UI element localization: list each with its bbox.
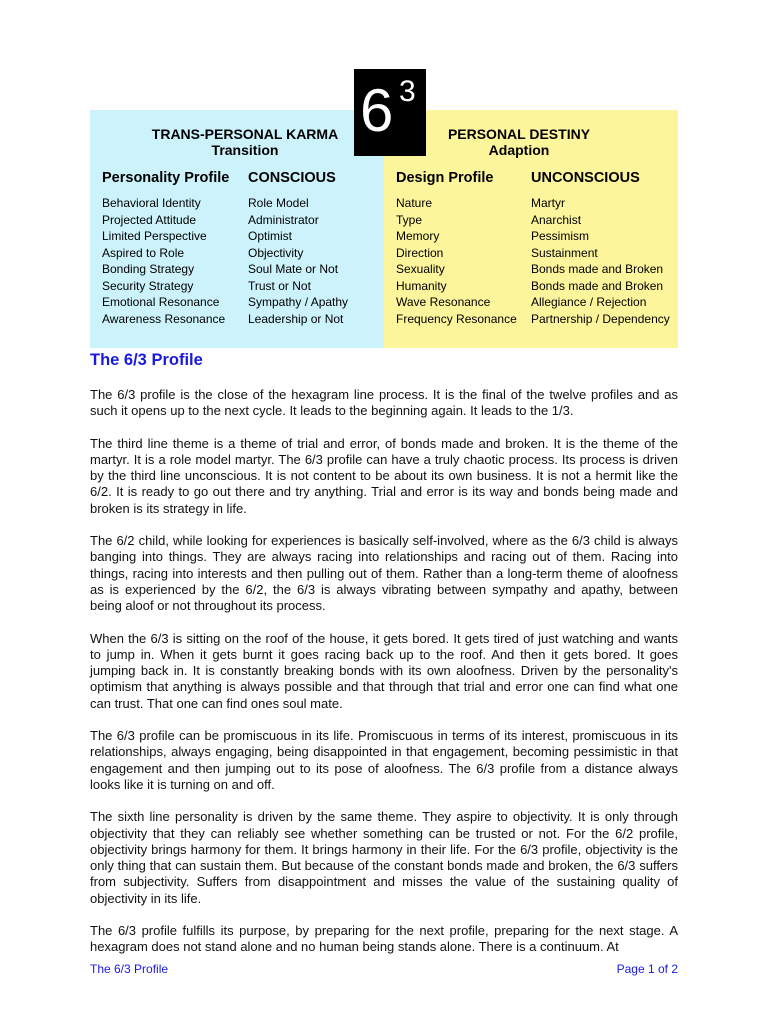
list-item: Sexuality: [396, 262, 445, 276]
list-item: Frequency Resonance: [396, 311, 517, 326]
list-item: Partnership / Dependency: [531, 311, 670, 326]
list-item: Memory: [396, 229, 440, 243]
footer-title: The 6/3 Profile: [90, 962, 169, 976]
list-item: Type: [396, 212, 423, 227]
right-panel-title: PERSONAL DESTINY: [447, 126, 591, 142]
design-profile-header: Design Profile: [396, 170, 494, 186]
list-item: Limited Perspective: [102, 229, 207, 243]
badge-superscript: 3: [399, 75, 416, 108]
list-item: Objectivity: [248, 245, 304, 260]
list-item: Bonding Strategy: [102, 262, 195, 276]
list-item: Optimist: [248, 229, 293, 243]
design-profile-list: [396, 195, 517, 327]
list-item: Awareness Resonance: [102, 311, 226, 326]
list-item: Projected Attitude: [102, 212, 197, 227]
list-item: Nature: [396, 196, 433, 210]
unconscious-header: UNCONSCIOUS: [531, 170, 640, 186]
personality-profile-header: Personality Profile: [102, 170, 230, 186]
paragraph: When the 6/3 is sitting on the roof of the house, it gets bored. It gets tired of just watching and wants to jump in. When it gets burnt it goes racing back up to the roof. And then it gets bored. It goes jumping back in. It is constantly breaking bonds with its own aloofness. Driven by the personality's optimism that anything is always possible and that through that trial and error one can find what one can trust. That one can find ones soul mate.: [90, 630, 678, 711]
unconscious-list: [531, 195, 670, 327]
list-item: Leadership or Not: [248, 311, 344, 326]
paragraph: The 6/3 profile is the close of the hexagram line process. It is the final of the twelve profiles and as such it opens up to the next cycle. It leads to the beginning again. It leads to the 1/3.: [90, 387, 678, 419]
list-item: Trust or Not: [248, 278, 311, 293]
paragraph: The third line theme is a theme of trial and error, of bonds made and broken. It is the theme of the martyr. It is a role model martyr. The 6/3 profile can have a truly chaotic process. Its process is driven by the third line unconscious. It is not content to be about its own business. It is not a hermit like the 6/2. It is ready to go out there and try anything. Trial and error is its way and bonds being made and broken is its strategy in life.: [90, 435, 678, 516]
paragraph: The sixth line personality is driven by the same theme. They aspire to objectivity. It is only through objectivity that they can reliably see whether something can be trusted or not. For the 6/2 profile, objectivity brings harmony for them. It brings harmony in their life. For the 6/3 profile, objectivity is the only thing that can sustain them. But because of the constant bonds made and broken, the 6/3 suffers from subjectivity. Suffers from disappointment and misses the value of the sustaining quality of objectivity in its life.: [90, 809, 678, 906]
paragraph: The 6/2 child, while looking for experiences is basically self-involved, where as the 6/3 child is always banging into things. They are always racing into relationships and racing out of them. Racing into things, racing into interests and then pulling out of them. Rather than a long-term theme of aloofness as is experienced by the 6/2, the 6/3 is always vibrating between sympathy and apathy, between being aloof or not throughout its process.: [90, 533, 678, 614]
list-item: Emotional Resonance: [102, 295, 220, 309]
list-item: Bonds made and Broken: [531, 278, 664, 293]
list-item: Martyr: [531, 196, 565, 210]
document-body: [90, 348, 678, 956]
list-item: Wave Resonance: [396, 295, 491, 309]
list-item: Behavioral Identity: [102, 196, 201, 210]
section-heading: The 6/3 Profile: [90, 351, 203, 369]
list-item: Sustainment: [531, 245, 598, 260]
list-item: Allegiance / Rejection: [531, 295, 647, 309]
list-item: Soul Mate or Not: [248, 262, 339, 276]
left-panel-title: TRANS-PERSONAL KARMA: [151, 126, 339, 142]
list-item: Bonds made and Broken: [531, 262, 664, 276]
left-panel-subtitle: Transition: [211, 142, 279, 158]
conscious-list: [248, 195, 348, 327]
trans-personal-karma-panel: [90, 110, 384, 348]
badge-main-number: 6: [360, 77, 394, 144]
list-item: Humanity: [396, 278, 447, 293]
right-panel-subtitle: Adaption: [488, 142, 550, 158]
list-item: Role Model: [248, 196, 309, 210]
paragraph: The 6/3 profile fulfills its purpose, by preparing for the next profile, preparing for the next stage. A hexagram does not stand alone and no human being stands alone. There is a continuum. At: [90, 923, 678, 955]
conscious-header: CONSCIOUS: [248, 170, 336, 186]
page-number: Page 1 of 2: [616, 962, 678, 976]
list-item: Pessimism: [531, 229, 590, 243]
profile-number-badge: [354, 69, 426, 156]
personal-destiny-panel: [384, 110, 678, 348]
list-item: Direction: [396, 245, 444, 260]
list-item: Security Strategy: [102, 278, 194, 293]
list-item: Administrator: [248, 212, 319, 227]
list-item: Sympathy / Apathy: [248, 295, 349, 309]
list-item: Anarchist: [531, 212, 582, 227]
personality-profile-list: [102, 195, 225, 327]
list-item: Aspired to Role: [102, 245, 185, 260]
paragraph: The 6/3 profile can be promiscuous in its life. Promiscuous in terms of its interest, promiscuous in its relationships, always engaging, being disappointed in that engagement, becoming pessimistic in that engagement and then jumping out to its pose of aloofness. The 6/3 profile from a distance always looks like it is turning on and off.: [90, 728, 678, 792]
